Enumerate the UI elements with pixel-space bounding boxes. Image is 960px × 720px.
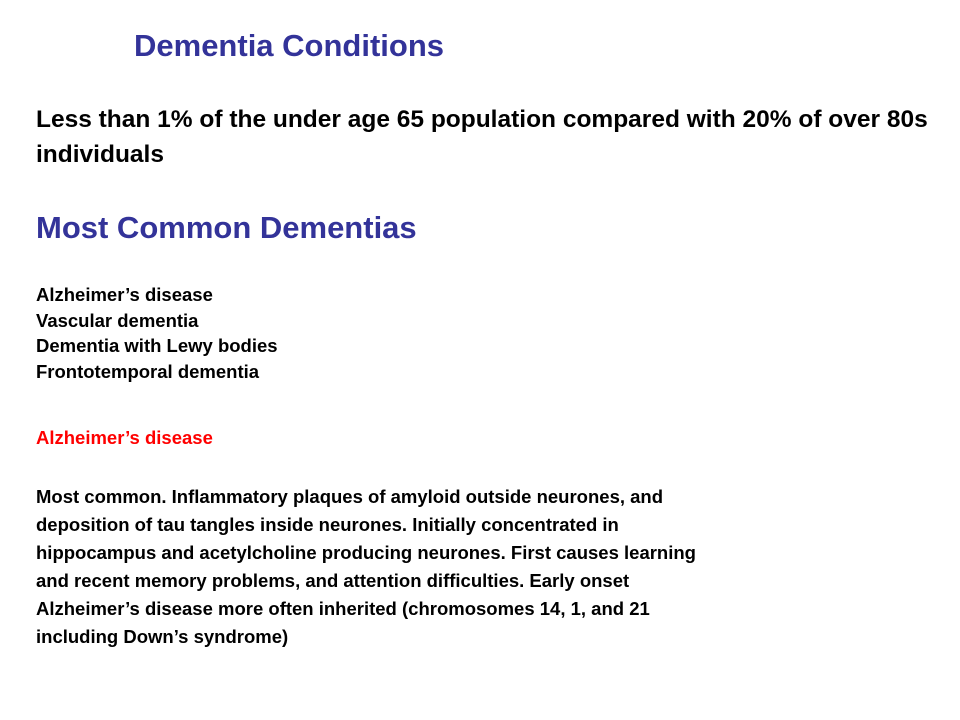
alzheimers-description xyxy=(36,483,926,651)
paragraph-line: hippocampus and acetylcholine producing neurones. First causes learning xyxy=(36,542,696,563)
alzheimers-heading: Alzheimer’s disease xyxy=(36,427,213,448)
intro-text: Less than 1% of the under age 65 population compared with 20% of over 80s individuals xyxy=(36,106,928,168)
list-item: Vascular dementia xyxy=(36,309,199,331)
paragraph-line: deposition of tau tangles inside neurones. Initially concentrated in xyxy=(36,514,619,535)
paragraph-line: Alzheimer’s disease more often inherited (chromosomes 14, 1, and 21 xyxy=(36,598,650,619)
list-item: Dementia with Lewy bodies xyxy=(36,335,278,356)
paragraph-line: Most common. Inflammatory plaques of amyloid outside neurones, and xyxy=(36,486,664,507)
paragraph-line: and recent memory problems, and attention difficulties. Early onset xyxy=(36,570,630,591)
slide-title: Dementia Conditions xyxy=(134,28,445,63)
section-subtitle: Most Common Dementias xyxy=(36,210,417,245)
paragraph-line: including Down’s syndrome) xyxy=(36,626,289,647)
dementia-types-list xyxy=(36,282,278,384)
list-item: Alzheimer’s disease xyxy=(36,284,213,305)
list-item: Frontotemporal dementia xyxy=(36,360,260,382)
